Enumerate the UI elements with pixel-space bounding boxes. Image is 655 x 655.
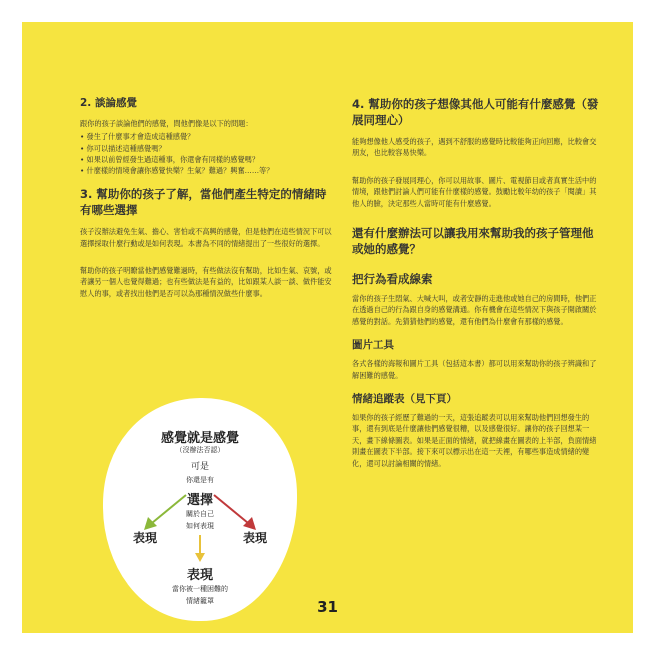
diagram-bottom-note-2: 情緒籠罩 — [186, 597, 214, 605]
diagram-bottom-note-1: 當你被一種困難的 — [172, 585, 228, 593]
section-3-paragraph-1: 孩子沒辦法避免生氣、擔心、害怕或不高興的感覺，但是他們在這些情況下可以選擇採取什麼行動或是如何表現。本書為不同的情緒提出了一些很好的選擇。 — [80, 227, 332, 248]
diagram-bottom-behave: 表現 — [186, 568, 213, 583]
left-column — [80, 96, 332, 309]
list-item: • 什麼樣的情境會讓你感覺快樂？生氣？難過？興奮……等？ — [80, 165, 332, 176]
diagram-subtitle: （沒辦法否認） — [175, 446, 225, 454]
diagram-can-be: 可是 — [190, 462, 209, 472]
page-number: 31 — [317, 598, 338, 616]
section-4-paragraph-1: 能夠想像他人感受的孩子，遇到不舒服的感覺時比較能夠正向回應，比較會交朋友，也比較容易快樂。 — [352, 137, 597, 158]
diagram-right-behave: 表現 — [242, 531, 267, 545]
diagram-you-still-have: 你還是有 — [186, 476, 214, 484]
list-item: • 你可以描述這種感覺嗎？ — [80, 143, 332, 154]
page — [22, 22, 633, 633]
list-item: • 發生了什麼事才會造成這種感覺？ — [80, 131, 332, 142]
diagram-how-behave: 如何表現 — [186, 522, 214, 530]
clue-paragraph: 當你的孩子生悶氣、大喊大叫，或者安靜的走進他或她自己的房間時，他們正在透過自己的行為跟自身的感覺溝通。你有機會在這些情況下與孩子開啟關於感覺的對話。先猜猜他們的感覺，還有他們為什麼會有那樣的感覺。 — [352, 294, 597, 326]
tools-paragraph: 各式各樣的海報和圖片工具（包括這本書）都可以用來幫助你的孩子辨識和了解困難的感覺。 — [352, 359, 597, 380]
section-2-intro: 跟你的孩子談論他們的感覺，問他們像是以下的問題： — [80, 119, 253, 128]
section-3-title: 3. 幫助你的孩子了解，當他們產生特定的情緒時有哪些選擇 — [80, 187, 327, 218]
tools-title: 圖片工具 — [352, 339, 394, 352]
section-2-title: 2. 談論感覺 — [80, 97, 137, 109]
section-4-paragraph-2: 幫助你的孩子發展同理心，你可以用故事、圖片、電視節目或者真實生活中的情境，跟他們討論人們可能有什麼樣的感覺。鼓勵比較年幼的孩子「閱讀」其他人的臉，決定那些人當時可能有什麼感覺。 — [352, 175, 597, 208]
diagram-about-self: 關於自己 — [186, 510, 214, 518]
clue-title: 把行為看成線索 — [352, 272, 433, 287]
list-item: • 如果以前曾經發生過這種事，你還會有同樣的感覺嗎？ — [80, 154, 332, 165]
choice-diagram — [100, 395, 300, 625]
question-list — [80, 131, 332, 176]
diagram-title: 感覺就是感覺 — [160, 431, 239, 446]
section-3-paragraph-2: 幫助你的孩子明瞭當他們感覺難過時，有些做法沒有幫助，比如生氣、哀號，或者讓另一個人也覺得難過；也有些做法是有益的，比如跟某人談一談、做件能安慰人的事，或者找出他們是否可以為那種情況做些什麼事。 — [80, 266, 332, 298]
diagram-choice: 選擇 — [186, 493, 213, 508]
question-title: 還有什麼辦法可以讓我用來幫助我的孩子管理他或她的感覺？ — [352, 226, 594, 257]
diagram-left-behave: 表現 — [132, 531, 157, 545]
tracker-paragraph: 如果你的孩子經歷了難過的一天，這張追蹤表可以用來幫助他們回想發生的事，還有到底是什麼讓他們感覺很糟，以及感覺很好。讓你的孩子回想某一天，畫下線條圖表。如果是正面的情緒，就把線畫在圖表的上半部，負面情緒則畫在圖表下半部。接下來可以標示出在這一天裡，有哪些事造成情緒的變化，還可以討論相關的情緒。 — [352, 413, 597, 468]
section-4-title: 4. 幫助你的孩子想像其他人可能有什麼感覺（發展同理心） — [352, 97, 599, 127]
right-column — [352, 96, 602, 479]
tracker-title: 情緒追蹤表（見下頁） — [352, 393, 457, 406]
